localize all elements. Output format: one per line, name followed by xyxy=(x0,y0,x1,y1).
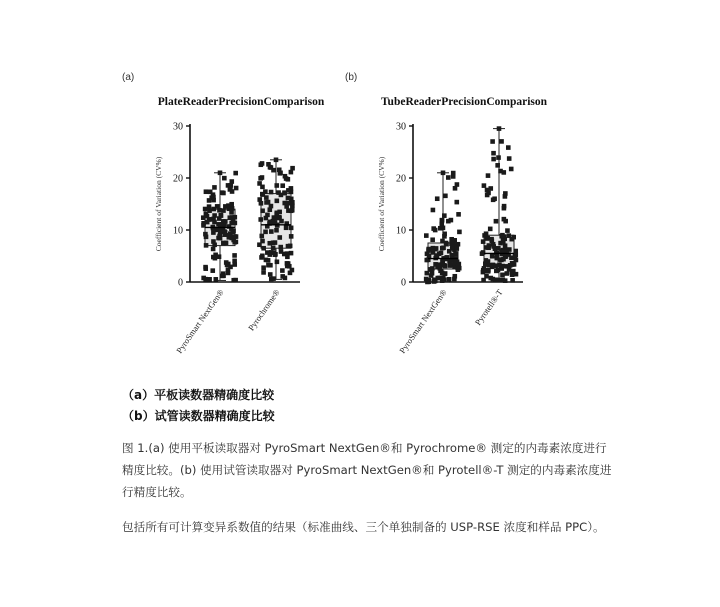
data-point xyxy=(233,278,238,283)
data-point xyxy=(490,139,495,144)
data-point xyxy=(509,237,514,242)
data-point xyxy=(259,234,264,239)
data-point xyxy=(222,222,227,227)
data-point xyxy=(266,258,271,263)
data-point xyxy=(261,265,266,270)
data-point xyxy=(481,239,486,244)
data-point xyxy=(217,254,222,259)
data-point xyxy=(207,277,212,282)
chart-a-svg xyxy=(122,64,342,374)
data-point xyxy=(452,238,457,243)
data-point xyxy=(446,175,451,180)
y-tick-label: 10 xyxy=(396,225,406,237)
y-tick-label: 10 xyxy=(173,225,183,237)
data-point xyxy=(213,256,218,261)
data-point xyxy=(499,234,504,239)
data-point xyxy=(280,268,285,273)
data-point xyxy=(229,202,234,207)
data-point xyxy=(435,196,440,201)
data-point xyxy=(427,253,432,258)
data-point xyxy=(269,190,274,195)
data-point xyxy=(203,265,208,270)
box-group-2 xyxy=(480,126,519,283)
data-point xyxy=(261,246,266,251)
data-point xyxy=(442,213,447,218)
data-point xyxy=(442,232,447,237)
data-point xyxy=(442,272,447,277)
data-point xyxy=(260,192,265,197)
data-point xyxy=(283,174,288,179)
category-label-2: Pyrotell®-T xyxy=(472,287,505,328)
data-point xyxy=(258,162,263,167)
data-point xyxy=(457,230,462,235)
data-point xyxy=(290,166,295,171)
data-point xyxy=(208,189,213,194)
data-point xyxy=(447,259,452,264)
data-point xyxy=(217,234,222,239)
data-point xyxy=(221,191,226,196)
data-point xyxy=(224,260,229,265)
data-point xyxy=(454,200,459,205)
box-group-2 xyxy=(257,158,295,282)
chart-title: TubeReaderPrecisionComparison xyxy=(380,96,548,108)
data-point xyxy=(440,246,445,251)
data-point xyxy=(275,199,280,204)
data-point xyxy=(491,151,496,156)
data-point xyxy=(280,274,285,279)
data-point xyxy=(452,277,457,282)
data-point xyxy=(446,219,451,224)
data-point xyxy=(499,139,504,144)
data-point xyxy=(268,263,273,268)
data-point xyxy=(219,213,224,218)
data-point xyxy=(211,239,216,244)
data-point xyxy=(443,264,448,269)
data-point xyxy=(507,247,512,252)
box-group-1 xyxy=(424,171,462,285)
data-point xyxy=(289,170,294,175)
data-point xyxy=(232,262,237,267)
figure-note: 包括所有可计算变异系数值的结果（标准曲线、三个单独制备的 USP-RSE 浓度和样品 PPC）。 xyxy=(122,520,605,534)
data-point-max xyxy=(441,171,446,176)
data-point xyxy=(269,277,274,282)
data-point xyxy=(258,217,263,222)
data-point xyxy=(278,171,283,176)
y-tick-label: 0 xyxy=(178,277,183,289)
data-point xyxy=(201,276,206,281)
data-point xyxy=(448,263,453,268)
data-point xyxy=(431,250,436,255)
data-point xyxy=(215,228,220,233)
data-point xyxy=(500,273,505,278)
data-point xyxy=(481,278,486,283)
data-point xyxy=(286,201,291,206)
data-point xyxy=(497,257,502,262)
data-point xyxy=(268,272,273,277)
data-point xyxy=(513,253,518,258)
y-tick-label: 20 xyxy=(173,173,183,185)
data-point xyxy=(486,173,491,178)
data-point xyxy=(280,183,285,188)
data-point xyxy=(274,212,279,217)
data-point xyxy=(425,271,430,276)
data-point xyxy=(496,155,501,160)
data-point xyxy=(452,261,457,266)
data-point xyxy=(269,229,274,234)
data-point xyxy=(429,273,434,278)
data-point xyxy=(437,264,442,269)
data-point xyxy=(229,236,234,241)
chart-panel-b xyxy=(345,64,565,374)
data-point xyxy=(505,228,510,233)
data-point xyxy=(485,193,490,198)
data-point xyxy=(289,226,294,231)
data-point xyxy=(221,228,226,233)
data-point xyxy=(456,212,461,217)
data-point xyxy=(260,185,265,190)
data-point xyxy=(279,249,284,254)
caption-a: （a）平板读数器精确度比较 xyxy=(122,388,275,402)
data-point xyxy=(488,227,493,232)
data-point xyxy=(234,234,239,239)
chart-panel-a xyxy=(122,64,342,374)
data-point xyxy=(207,204,212,209)
data-point xyxy=(482,183,487,188)
data-point xyxy=(224,241,229,246)
data-point xyxy=(503,278,508,283)
data-point-max xyxy=(497,126,502,131)
data-point-max xyxy=(274,158,279,163)
data-point xyxy=(222,176,227,181)
panel-label-b: (b) xyxy=(345,72,358,83)
data-point xyxy=(456,264,461,269)
data-point xyxy=(226,183,231,188)
data-point xyxy=(504,271,509,276)
data-point xyxy=(507,156,512,161)
data-point xyxy=(507,267,512,272)
category-label-1: PyroSmart NextGen® xyxy=(174,287,226,356)
data-point xyxy=(273,240,278,245)
data-point xyxy=(480,251,485,256)
data-point xyxy=(229,210,234,215)
chart-b-svg xyxy=(345,64,565,374)
data-point xyxy=(514,258,519,263)
data-point xyxy=(451,171,456,176)
data-point xyxy=(494,219,499,224)
data-point xyxy=(286,244,291,249)
data-point xyxy=(260,175,265,180)
data-point xyxy=(207,208,212,213)
y-tick-label: 30 xyxy=(173,121,183,133)
data-point xyxy=(496,267,501,272)
data-point xyxy=(509,255,514,260)
data-point xyxy=(260,208,265,213)
data-point xyxy=(282,201,287,206)
data-point xyxy=(211,198,216,203)
figure-caption: 图 1.(a) 使用平板读取器对 PyroSmart NextGen®和 Pyrochrome® 测定的内毒素浓度进行精度比较。(b) 使用试管读取器对 PyroSmart NextGen®和 Pyrotell®-T 测定的内毒素浓度进行精度比较。 xyxy=(122,441,612,499)
data-point xyxy=(271,246,276,251)
data-point xyxy=(289,190,294,195)
data-point-max xyxy=(218,171,223,176)
chart-title: PlateReaderPrecisionComparison xyxy=(157,96,325,108)
data-point xyxy=(277,235,282,240)
data-point xyxy=(511,269,516,274)
data-point xyxy=(274,183,279,188)
data-point xyxy=(211,217,216,222)
data-point xyxy=(230,229,235,234)
data-point xyxy=(211,247,216,252)
data-point xyxy=(433,228,438,233)
data-point xyxy=(498,169,503,174)
data-point xyxy=(204,243,209,248)
data-point xyxy=(268,165,273,170)
data-point xyxy=(502,217,507,222)
data-point xyxy=(204,189,209,194)
data-point xyxy=(267,207,272,212)
data-point xyxy=(263,230,268,235)
data-point xyxy=(287,264,292,269)
data-point xyxy=(427,278,432,283)
data-point xyxy=(492,263,497,268)
data-point xyxy=(497,278,502,283)
data-point xyxy=(455,246,460,251)
y-axis-label: Coefficient of Variation (CV%) xyxy=(377,156,386,252)
data-point xyxy=(506,145,511,150)
data-point xyxy=(440,239,445,244)
data-point xyxy=(277,216,282,221)
data-point xyxy=(278,245,283,250)
data-point xyxy=(502,206,507,211)
data-point xyxy=(220,274,225,279)
data-point xyxy=(213,277,218,282)
data-point xyxy=(492,196,497,201)
data-point xyxy=(269,250,274,255)
data-point xyxy=(203,232,208,237)
category-label-2: Pyrochrome® xyxy=(245,287,282,333)
panel-label-a: (a) xyxy=(122,72,135,83)
data-point xyxy=(257,197,262,202)
data-point xyxy=(444,242,449,247)
caption-b: （b）试管读数器精确度比较 xyxy=(122,409,275,423)
data-point xyxy=(450,246,455,251)
data-point xyxy=(289,208,294,213)
data-point xyxy=(498,241,503,246)
data-point xyxy=(274,228,279,233)
data-point xyxy=(289,234,294,239)
data-point xyxy=(443,194,448,199)
data-point xyxy=(503,243,508,248)
data-point xyxy=(481,268,486,273)
data-point xyxy=(429,268,434,273)
data-point xyxy=(491,157,496,162)
data-point xyxy=(440,259,445,264)
data-point xyxy=(233,171,238,176)
data-point xyxy=(503,194,508,199)
data-point xyxy=(440,218,445,223)
category-label-1: PyroSmart NextGen® xyxy=(397,287,449,356)
data-point xyxy=(260,239,265,244)
data-point xyxy=(500,264,505,269)
data-point xyxy=(227,224,232,229)
data-point xyxy=(509,167,514,172)
data-point xyxy=(439,251,444,256)
data-point xyxy=(282,190,287,195)
data-point xyxy=(211,226,216,231)
data-point xyxy=(275,259,280,264)
data-point xyxy=(215,204,220,209)
data-point xyxy=(201,215,206,220)
data-point xyxy=(454,252,459,257)
data-point xyxy=(486,245,491,250)
data-point xyxy=(203,207,208,212)
data-point xyxy=(284,225,289,230)
data-point xyxy=(221,208,226,213)
data-point xyxy=(222,232,227,237)
data-point xyxy=(234,186,239,191)
y-axis-label: Coefficient of Variation (CV%) xyxy=(154,156,163,252)
data-point xyxy=(430,237,435,242)
data-point xyxy=(265,213,270,218)
data-point xyxy=(210,268,215,273)
data-point xyxy=(267,241,272,246)
data-point xyxy=(223,204,228,209)
data-point xyxy=(453,186,458,191)
data-point xyxy=(285,254,290,259)
data-point xyxy=(232,253,237,258)
data-point xyxy=(495,163,500,168)
data-point xyxy=(289,197,294,202)
data-point xyxy=(431,246,436,251)
data-point xyxy=(426,247,431,252)
data-point xyxy=(261,270,266,275)
data-point xyxy=(233,221,238,226)
y-tick-label: 20 xyxy=(396,173,406,185)
data-point xyxy=(264,200,269,205)
data-point xyxy=(490,254,495,259)
data-point xyxy=(510,278,515,283)
data-point xyxy=(424,233,429,238)
data-point xyxy=(212,185,217,190)
y-tick-label: 0 xyxy=(401,277,406,289)
data-point xyxy=(431,208,436,213)
data-point xyxy=(260,254,265,259)
data-point xyxy=(485,236,490,241)
data-point xyxy=(232,240,237,245)
data-point xyxy=(487,263,492,268)
data-point xyxy=(447,277,452,282)
y-tick-label: 30 xyxy=(396,121,406,133)
data-point xyxy=(441,226,446,231)
data-point xyxy=(491,244,496,249)
box-group-1 xyxy=(201,171,238,283)
data-point xyxy=(433,279,438,284)
data-point xyxy=(228,265,233,270)
